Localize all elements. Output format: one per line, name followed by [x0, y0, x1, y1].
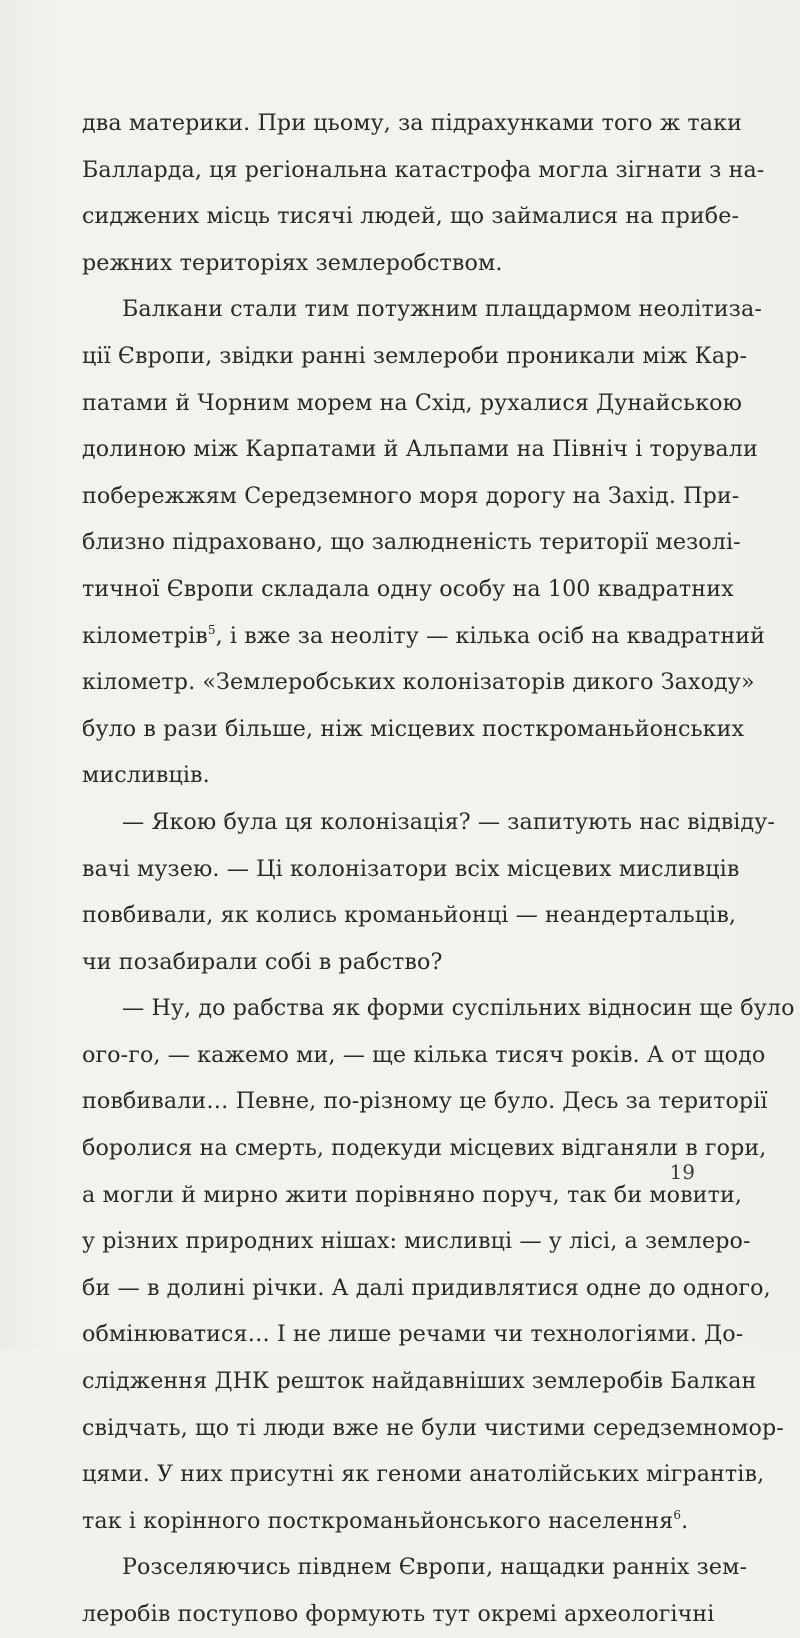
text-line: повбивали… Певне, по-різному це було. Десь за території	[82, 1088, 768, 1115]
text-segment: .	[681, 1507, 689, 1534]
text-line: ого-го, — кажемо ми, — ще кілька тисяч років. А от щодо	[82, 1041, 766, 1068]
dialogue-line: — Ну, до рабства як форми суспільних відносин ще було	[122, 995, 795, 1022]
text-line: мисливців.	[82, 762, 210, 789]
text-line: ції Європи, звідки ранні землероби проникали між Кар-	[82, 342, 748, 369]
text-line: обмінюватися… І не лише речами чи технологіями. До-	[82, 1321, 744, 1348]
dialogue-line: — Якою була ця колонізація? — запитують нас відвіду-	[122, 808, 776, 835]
text-line: би — в долині річки. А далі придивлятися одне до одного,	[82, 1274, 771, 1301]
paragraph-start-line: Розселяючись півднем Європи, нащадки ранніх зем-	[122, 1554, 748, 1581]
text-line: свідчать, що ті люди вже не були чистими середземномор-	[82, 1414, 784, 1441]
text-line: тичної Європи складала одну особу на 100 квадратних	[82, 575, 734, 602]
text-line: долиною між Карпатами й Альпами на Північ і торували	[82, 436, 758, 463]
text-line: леробів поступово формують тут окремі археологічні	[82, 1601, 715, 1627]
text-segment: , і вже за неоліту — кілька осіб на квадратний	[215, 622, 765, 649]
text-line: боролися на смерть, подекуди місцевих відганяли в гори,	[82, 1135, 767, 1162]
paragraph-start-line: Балкани стали тим потужним плацдармом неолітиза-	[122, 296, 762, 323]
text-line: слідження ДНК решток найдавніших землеробів Балкан	[82, 1368, 757, 1395]
text-line: було в рази більше, ніж місцевих посткроманьйонських	[82, 715, 745, 742]
text-line: цями. У них присутні як геноми анатолійських мігрантів,	[82, 1461, 765, 1488]
text-line: кілометр. «Землеробських колонізаторів дикого Заходу»	[82, 669, 755, 696]
footnote-marker[interactable]: 5	[207, 622, 216, 637]
text-line: два материки. При цьому, за підрахунками того ж таки	[82, 110, 742, 136]
text-line: а могли й мирно жити порівняно поруч, так би мовити,	[82, 1181, 742, 1208]
text-line: патами й Чорним морем на Схід, рухалися Дунайською	[82, 389, 743, 416]
page-number: 19	[669, 1160, 695, 1184]
text-line: сиджених місць тисячі людей, що займалися на прибе-	[82, 203, 740, 230]
text-line: близно підраховано, що залюдненість території мезолі-	[82, 529, 741, 556]
text-line: повбивали, як колись кроманьйонці — неандертальців,	[82, 902, 737, 929]
body-text	[82, 100, 795, 1638]
footnote-marker[interactable]: 6	[673, 1507, 682, 1522]
text-line-with-footnote	[82, 1498, 692, 1545]
text-line: побережжям Середземного моря дорогу на Захід. При-	[82, 482, 740, 509]
text-line-with-footnote	[82, 613, 765, 660]
text-line: чи позабирали собі в рабство?	[82, 948, 443, 975]
text-line: Балларда, ця регіональна катастрофа могла зігнати з на-	[82, 156, 765, 183]
text-segment: так і корінного посткроманьйонського населення	[82, 1507, 674, 1534]
text-segment: кілометрів	[82, 622, 208, 649]
text-line: режних територіях землеробством.	[82, 249, 503, 276]
text-line: вачі музею. — Ці колонізатори всіх місцевих мисливців	[82, 855, 740, 882]
text-line: у різних природних нішах: мисливці — у лісі, а землеро-	[82, 1228, 751, 1255]
